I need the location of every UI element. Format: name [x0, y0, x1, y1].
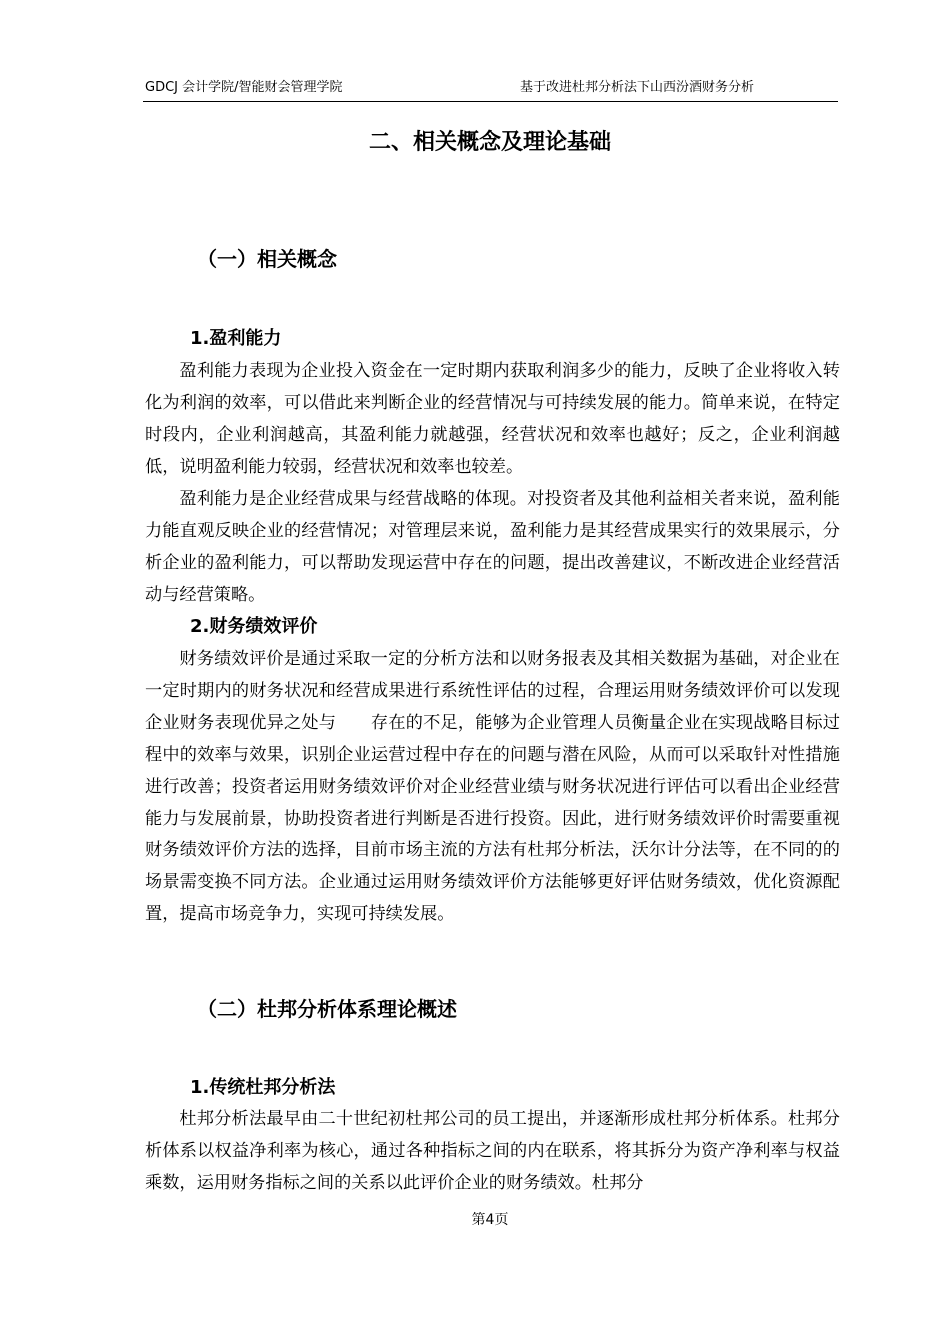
paragraph-profitability-1: 盈利能力表现为企业投入资金在一定时期内获取利润多少的能力，反映了企业将收入转化为利润的效率，可以借此来判断企业的经营情况与可持续发展的能力。简单来说，在特定时段内，企业利润越高，其盈利能力就越强，经营状况和效率也越好；反之，企业利润越低，说明盈利能力较弱，经营状况和效率也较差。 [145, 361, 840, 477]
header-divider [143, 101, 838, 102]
subsection-title-performance-evaluation: 2.财务绩效评价 [190, 616, 318, 637]
subsection-title-profitability: 1.盈利能力 [190, 328, 282, 349]
subsection-title-traditional-dupont: 1.传统杜邦分析法 [190, 1077, 336, 1098]
header-college: GDCJ 会计学院/智能财会管理学院 [145, 80, 343, 95]
paragraph-profitability-2: 盈利能力是企业经营成果与经营战略的体现。对投资者及其他利益相关者来说，盈利能力能直观反映企业的经营情况；对管理层来说，盈利能力是其经营成果实行的效果展示，分析企业的盈利能力，可以帮助发现运营中存在的问题，提出改善建议，不断改进企业经营活动与经营策略。 [145, 489, 840, 605]
section-title-related-concepts: （一）相关概念 [197, 247, 337, 271]
header-thesis-title: 基于改进杜邦分析法下山西汾酒财务分析 [520, 80, 755, 95]
section-title-dupont-overview: （二）杜邦分析体系理论概述 [197, 997, 457, 1021]
paragraph-performance-evaluation: 财务绩效评价是通过采取一定的分析方法和以财务报表及其相关数据为基础，对企业在一定时期内的财务状况和经营成果进行系统性评估的过程，合理运用财务绩效评价可以发现企业财务表现优异之处与 存在的不足，能够为企业管理人员衡量企业在实现战略目标过程中的效率与效果，识别企业运营过程中存在的问题与潜在风险，从而可以采取针对性措施进行改善；投资者运用财务绩效评价对企业经营业绩与财务状况进行评估可以看出企业经营能力与发展前景，协助投资者进行判断是否进行投资。因此，进行财务绩效评价时需要重视财务绩效评价方法的选择，目前市场主流的方法有杜邦分析法，沃尔计分法等，在不同的的场景需变换不同方法。企业通过运用财务绩效评价方法能够更好评估财务绩效，优化资源配置，提高市场竞争力，实现可持续发展。 [145, 649, 840, 925]
paragraph-traditional-dupont: 杜邦分析法最早由二十世纪初杜邦公司的员工提出，并逐渐形成杜邦分析体系。杜邦分析体系以权益净利率为核心，通过各种指标之间的内在联系，将其拆分为资产净利率与权益乘数，运用财务指标之间的关系以此评价企业的财务绩效。杜邦分 [145, 1109, 840, 1193]
chapter-title: 二、相关概念及理论基础 [368, 130, 611, 155]
page-number: 第4页 [471, 1212, 509, 1228]
